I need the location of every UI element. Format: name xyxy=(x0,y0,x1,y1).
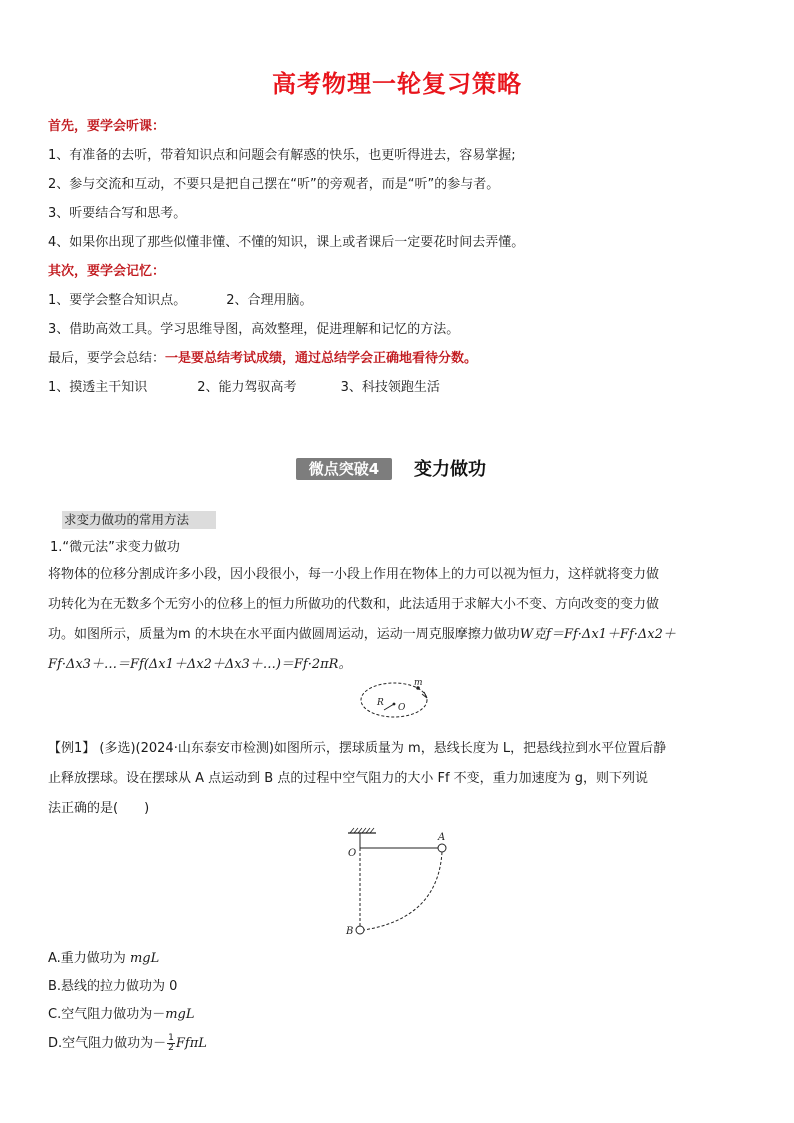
choice-c-text: C.空气阻力做功为－ xyxy=(48,1007,166,1022)
example-line-3: 法正确的是( ) xyxy=(48,801,150,816)
second-item-2: 2、合理用脑。 xyxy=(226,293,313,308)
radius-line xyxy=(384,704,394,710)
paragraph-1 xyxy=(48,560,748,680)
last-items-row xyxy=(48,379,440,397)
section-title: 变力做功 xyxy=(414,459,486,480)
sub-heading: 1.“微元法”求变力做功 xyxy=(50,540,180,555)
fraction-numerator: 1 xyxy=(168,1033,174,1043)
para-line-2: 功转化为在无数多个无穷小的位移上的恒力所做功的代数和，此法适用于求解大小不变、方向改变的变力做 xyxy=(48,597,660,612)
second-items-row xyxy=(48,292,313,310)
ball-at-b xyxy=(356,926,364,934)
circle-motion-figure xyxy=(356,676,436,722)
choice-d-value: FfπL xyxy=(175,1036,207,1051)
para-line-3-formula: W克f＝Ff·Δx1＋Ff·Δx2＋ xyxy=(519,627,676,642)
para-line-1: 将物体的位移分割成许多小段，因小段很小，每一小段上作用在物体上的力可以视为恒力，这样就将变力做 xyxy=(48,567,660,582)
ball-at-a xyxy=(438,844,446,852)
example-line-1: 【例1】 (多选)(2024·山东泰安市检测)如图所示，摆球质量为 m，悬线长度为 L，把悬线拉到水平位置后静 xyxy=(48,741,667,756)
choice-a[interactable] xyxy=(48,950,159,968)
ceiling-hatch xyxy=(350,828,374,833)
swing-arc xyxy=(364,852,442,930)
para-line-4: Ff·Δx3＋…＝Ff(Δx1＋Δx2＋Δx3＋…)＝Ff·2πR。 xyxy=(48,657,352,672)
last-row xyxy=(48,350,477,368)
last-item-2: 2、能力驾驭高考 xyxy=(197,380,297,395)
last-item-3: 3、科技领跑生活 xyxy=(340,380,440,395)
section-header xyxy=(0,458,794,484)
choice-b-text: B.悬线的拉力做功为 0 xyxy=(48,979,178,994)
method-box: 求变力做功的常用方法 xyxy=(62,511,216,529)
choice-c[interactable] xyxy=(48,1006,195,1024)
choice-a-value: mgL xyxy=(129,951,160,966)
motion-arrow-icon xyxy=(422,692,427,698)
second-item-1: 1、要学会整合知识点。 xyxy=(48,293,187,308)
choice-a-text: A.重力做功为 xyxy=(48,951,130,966)
section-badge: 微点突破4 xyxy=(296,458,392,480)
choice-c-value: mgL xyxy=(165,1007,195,1022)
choice-b[interactable] xyxy=(48,978,177,996)
second-item-3: 3、借助高效工具。学习思维导图，高效整理，促进理解和记忆的方法。 xyxy=(48,322,460,337)
fraction-denominator: 2 xyxy=(168,1043,174,1053)
para-line-3-text: 功。如图所示，质量为m 的木块在水平面内做圆周运动，运动一周克服摩擦力做功 xyxy=(48,627,520,642)
first-item-2: 2、参与交流和互动，不要只是把自己摆在“听”的旁观者，而是“听”的参与者。 xyxy=(48,177,500,192)
last-lead: 最后，要学会总结： xyxy=(48,351,166,366)
label-b: B xyxy=(346,926,354,937)
para-line-3 xyxy=(48,620,748,650)
first-item-3: 3、听要结合写和思考。 xyxy=(48,206,187,221)
choice-d-text: D.空气阻力做功为－ xyxy=(48,1036,167,1051)
last-emphasis: 一是要总结考试成绩，通过总结学会正确地看待分数。 xyxy=(165,351,478,366)
radius-label: R xyxy=(377,698,384,708)
pendulum-figure xyxy=(338,826,458,941)
center-point xyxy=(393,703,396,706)
mass-label: m xyxy=(414,678,423,688)
label-o: O xyxy=(348,848,357,859)
first-item-1: 1、有准备的去听，带着知识点和问题会有解惑的快乐，也更听得进去，容易掌握; xyxy=(48,148,516,163)
center-label: O xyxy=(398,703,406,713)
choice-d[interactable] xyxy=(48,1034,207,1053)
first-heading: 首先，要学会听课： xyxy=(48,119,166,134)
example-line-2: 止释放摆球。设在摆球从 A 点运动到 B 点的过程中空气阻力的大小 Ff 不变，重力加速度为 g，则下列说 xyxy=(48,771,649,786)
choice-d-fraction xyxy=(167,1034,175,1053)
label-a: A xyxy=(438,832,446,843)
last-item-1: 1、摸透主干知识 xyxy=(48,380,148,395)
page-title: 高考物理一轮复习策略 xyxy=(272,70,522,98)
second-heading: 其次，要学会记忆： xyxy=(48,264,166,279)
first-item-4: 4、如果你出现了那些似懂非懂、不懂的知识，课上或者课后一定要花时间去弄懂。 xyxy=(48,235,525,250)
example-1 xyxy=(48,734,748,824)
